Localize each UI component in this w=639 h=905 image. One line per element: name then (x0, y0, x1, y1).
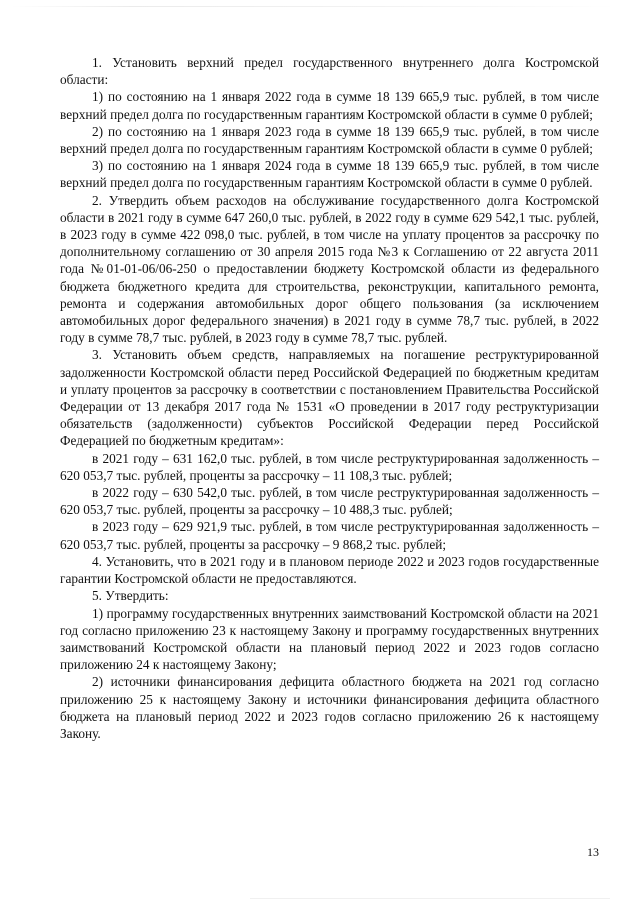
paragraph-3-year-2023: в 2023 году – 629 921,9 тыс. рублей, в том числе реструктурированная задолженность – 620 053,7 тыс. рублей, проценты за рассрочку – 9 868,2 тыс. рублей; (60, 519, 599, 552)
paragraph-3-year-2022: в 2022 году – 630 542,0 тыс. рублей, в том числе реструктурированная задолженность – 620 053,7 тыс. рублей, проценты за рассрочку – 10 488,3 тыс. рублей; (60, 485, 599, 518)
paragraph-3-year-2021: в 2021 году – 631 162,0 тыс. рублей, в том числе реструктурированная задолженность – 620 053,7 тыс. рублей, проценты за рассрочку – 11 108,3 тыс. рублей; (60, 450, 599, 483)
paragraph-2: 2. Утвердить объем расходов на обслуживание государственного долга Костромской области в 2021 году в сумме 647 260,0 тыс. рублей, в 2022 году в сумме 629 542,1 тыс. рублей, в 2023 году в сумме 422 098,0 тыс. рублей, в том числе на уплату процентов за рассрочку по дополнительному соглашению от 30 апреля 2015 года №3 к Соглашению от 22 августа 2011 года №01-01-06/06-250 о предоставлении бюджету Костромской области из федерального бюджета бюджетного кредита для строительства, реконструкции, капитального ремонта, ремонта и содержания автомобильных дорог общего пользования (за исключением автомобильных дорог федерального значения) в 2021 году в сумме 78,7 тыс. рублей, в 2022 году в сумме 78,7 тыс. рублей, в 2023 году в сумме 78,7 тыс. рублей. (60, 192, 599, 346)
paragraph-1-item-2: 2) по состоянию на 1 января 2023 года в сумме 18 139 665,9 тыс. рублей, в том числе верхний предел долга по государственным гарантиям Костромской области в сумме 0 рублей; (60, 123, 599, 157)
page-number: 13 (587, 845, 599, 859)
document-body (60, 54, 599, 742)
paragraph-4: 4. Установить, что в 2021 году и в плановом периоде 2022 и 2023 годов государственные гарантии Костромской области не предоставляются. (60, 553, 599, 587)
paragraph-1: 1. Установить верхний предел государственного внутреннего долга Костромской области: (60, 55, 599, 88)
paragraph-5-item-1: 1) программу государственных внутренних заимствований Костромской области на 2021 год согласно приложению 23 к настоящему Закону и программу государственных внутренних заимствований Костромской области на плановый период 2022 и 2023 годов согласно приложению 24 к настоящему Закону; (60, 605, 599, 673)
paragraph-5-item-2: 2) источники финансирования дефицита областного бюджета на 2021 год согласно приложению 25 к настоящему Закону и источники финансирования дефицита областного бюджета на плановый период 2022 и 2023 годов согласно приложению 26 к настоящему Закону. (60, 674, 599, 741)
paragraph-1-item-3: 3) по состоянию на 1 января 2024 года в сумме 18 139 665,9 тыс. рублей, в том числе верхний предел долга по государственным гарантиям Костромской области в сумме 0 рублей. (60, 158, 599, 191)
paragraph-3: 3. Установить объем средств, направляемых на погашение реструктурированной задолженности Костромской области перед Российской Федерацией по бюджетным кредитам и уплату процентов за рассрочку в соответствии с постановлением Правительства Российской Федерации от 13 декабря 2017 года № 1531 «О проведении в 2017 году реструктуризации обязательств (задолженности) субъектов Российской Федерации перед Российской Федерацией по бюджетным кредитам»: (60, 347, 599, 449)
paragraph-1-item-1: 1) по состоянию на 1 января 2022 года в сумме 18 139 665,9 тыс. рублей, в том числе верхний предел долга по государственным гарантиям Костромской области в сумме 0 рублей; (60, 89, 599, 122)
paragraph-5: 5. Утвердить: (92, 588, 169, 604)
scan-edge-bottom (250, 898, 610, 899)
scan-edge-top (10, 6, 620, 7)
